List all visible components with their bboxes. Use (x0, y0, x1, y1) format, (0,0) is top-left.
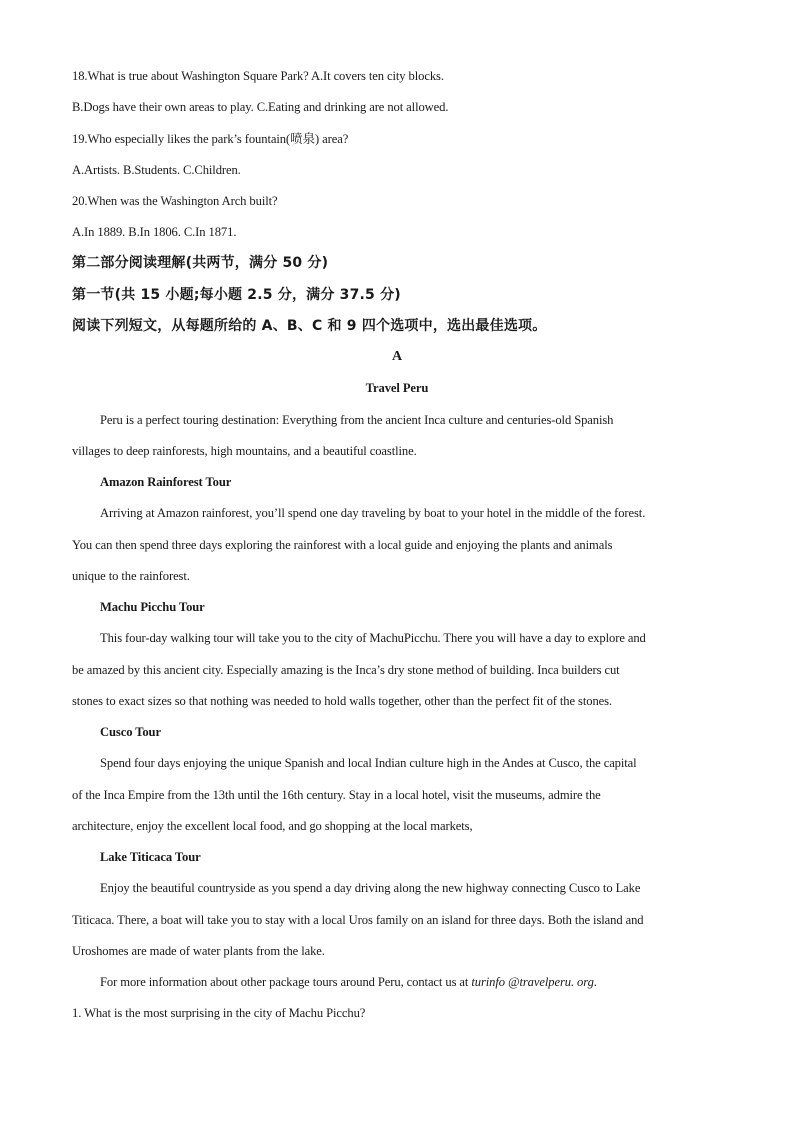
question-18: 18.What is true about Washington Square Park? A.It covers ten city blocks. (72, 69, 444, 83)
contact-email: turinfo @travelperu. org (471, 975, 594, 989)
tour-heading-titicaca: Lake Titicaca Tour (100, 850, 201, 864)
tour-amazon-line-3: unique to the rainforest. (72, 569, 190, 583)
tour-titicaca-line-1: Enjoy the beautiful countryside as you spend a day driving along the new highway connecting Cusco to Lake (100, 881, 641, 895)
tour-titicaca-line-2: Titicaca. There, a boat will take you to stay with a local Uros family on an island for three days. Both the island and (72, 913, 644, 927)
intro-line-2: villages to deep rainforests, high mountains, and a beautiful coastline. (72, 444, 417, 458)
tour-amazon-line-1: Arriving at Amazon rainforest, you’ll spend one day traveling by boat to your hotel in the middle of the forest. (100, 506, 646, 520)
question-19: 19.Who especially likes the park’s fountain(喷泉) area? (72, 132, 349, 146)
question-20-options: A.In 1889. B.In 1806. C.In 1871. (72, 225, 237, 239)
tour-heading-cusco: Cusco Tour (100, 725, 161, 739)
question-1: 1. What is the most surprising in the city of Machu Picchu? (72, 1006, 366, 1020)
tour-machu-line-1: This four-day walking tour will take you to the city of MachuPicchu. There you will have a day to explore and (100, 631, 646, 645)
tour-titicaca-line-3: Uroshomes are made of water plants from the lake. (72, 944, 325, 958)
instruction-text: 阅读下列短文，从每题所给的 A、B、C 和 9 四个选项中，选出最佳选项。 (72, 318, 547, 334)
contact-suffix: . (593, 975, 597, 989)
tour-heading-amazon: Amazon Rainforest Tour (100, 475, 232, 489)
intro-line-1: Peru is a perfect touring destination: Everything from the ancient Inca culture and centuries-old Spanish (100, 413, 614, 427)
question-20: 20.When was the Washington Arch built? (72, 194, 278, 208)
passage-letter: A (391, 349, 402, 364)
question-19-options: A.Artists. B.Students. C.Children. (72, 163, 241, 177)
tour-cusco-line-2: of the Inca Empire from the 13th until the 16th century. Stay in a local hotel, visit the museums, admire the (72, 788, 601, 802)
tour-heading-machu-picchu: Machu Picchu Tour (100, 600, 205, 614)
tour-cusco-line-1: Spend four days enjoying the unique Spanish and local Indian culture high in the Andes at Cusco, the capital (100, 756, 637, 770)
tour-machu-line-3: stones to exact sizes so that nothing was needed to hold walls together, other than the perfect fit of the stones. (72, 694, 612, 708)
contact-prefix: For more information about other package tours around Peru, contact us at (100, 975, 472, 989)
section-one-heading: 第一节(共 15 小题;每小题 2.5 分，满分 37.5 分) (72, 287, 401, 303)
tour-amazon-line-2: You can then spend three days exploring the rainforest with a local guide and enjoying the plants and animals (72, 538, 613, 552)
contact-line (100, 974, 597, 990)
tour-cusco-line-3: architecture, enjoy the excellent local food, and go shopping at the local markets, (72, 819, 473, 833)
question-18-options: B.Dogs have their own areas to play. C.Eating and drinking are not allowed. (72, 100, 449, 114)
part-two-heading: 第二部分阅读理解(共两节，满分 50 分) (72, 255, 329, 271)
passage-title: Travel Peru (365, 381, 429, 395)
tour-machu-line-2: be amazed by this ancient city. Especially amazing is the Inca’s dry stone method of building. Inca builders cut (72, 663, 620, 677)
